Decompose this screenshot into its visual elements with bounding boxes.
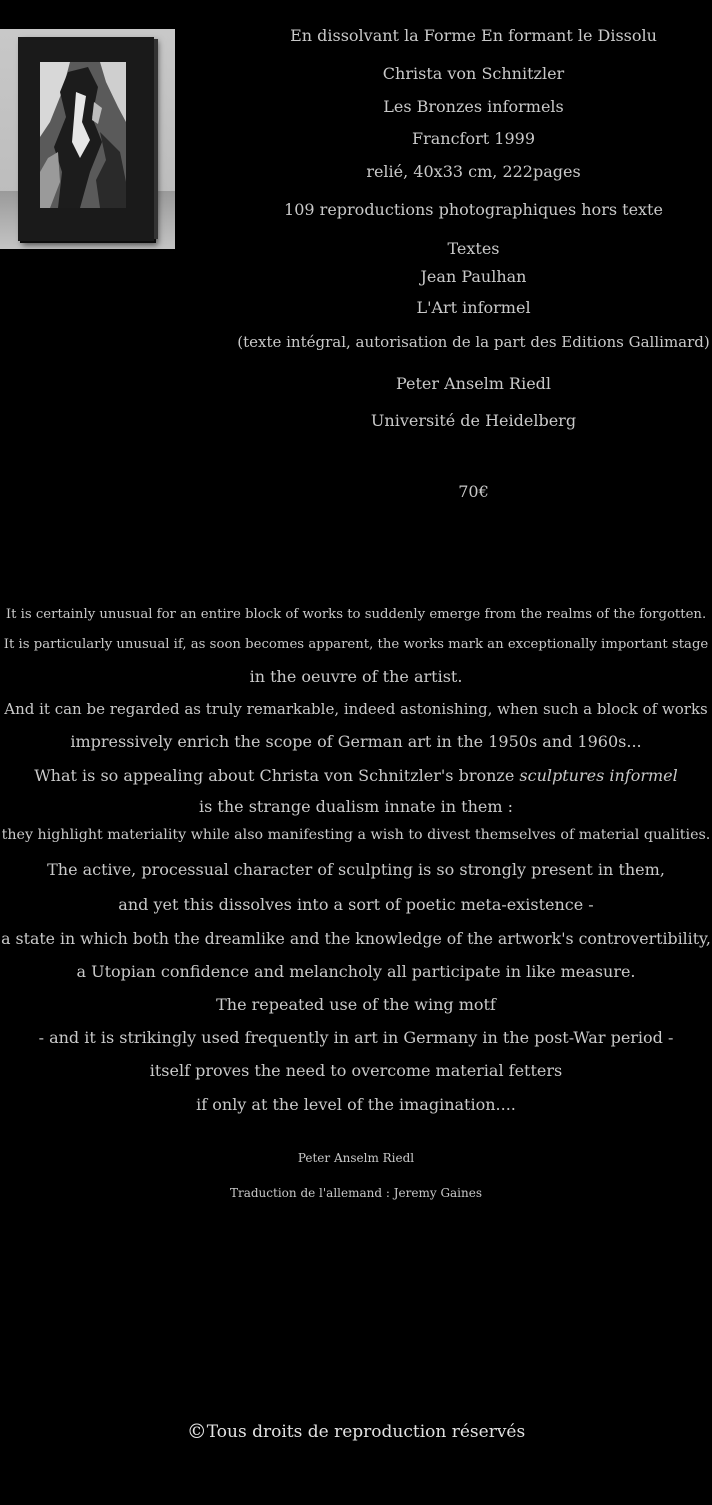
book-cover xyxy=(18,37,154,241)
book-cover-image xyxy=(0,29,175,249)
essay-line-4: And it can be regarded as truly remarkable, indeed astonishing, when such a block of works xyxy=(4,700,708,718)
essay-line-1: It is certainly unusual for an entire block of works to suddenly emerge from the realms of the forgotten. xyxy=(5,607,707,622)
essay-signature: Peter Anselm Riedl xyxy=(297,1151,415,1165)
copyright-icon: © xyxy=(186,1419,207,1443)
essay-line-3: in the oeuvre of the artist. xyxy=(249,667,463,686)
essay-line-13: - and it is strikingly used frequently in art in Germany in the post-War period - xyxy=(38,1028,674,1047)
essay-appeal-prefix: What is so appealing about Christa von Schnitzler's bronze xyxy=(34,766,520,785)
copyright-notice xyxy=(0,1419,712,1443)
essay-line-15: if only at the level of the imagination.... xyxy=(196,1095,516,1114)
text-author-riedl: Peter Anselm Riedl xyxy=(395,374,552,393)
sculpture-shape xyxy=(40,62,126,208)
essay-line-7: they highlight materiality while also manifesting a wish to divest themselves of material qualities. xyxy=(1,827,711,843)
essay-line-6: is the strange dualism innate in them : xyxy=(198,797,514,816)
copyright-text: Tous droits de reproduction réservés xyxy=(206,1422,526,1442)
book-author: Christa von Schnitzler xyxy=(382,64,565,83)
essay-line-14: itself proves the need to overcome material fetters xyxy=(149,1061,563,1080)
essay-line-appeal xyxy=(0,766,712,785)
book-format: relié, 40x33 cm, 222pages xyxy=(366,162,581,181)
book-subtitle: Les Bronzes informels xyxy=(383,97,564,116)
text-title-art-informel: L'Art informel xyxy=(416,298,531,317)
essay-line-8: The active, processual character of sculpting is so strongly present in them, xyxy=(47,860,665,879)
book-place-year: Francfort 1999 xyxy=(412,129,535,148)
essay-line-2: It is particularly unusual if, as soon becomes apparent, the works mark an exceptionally important stage xyxy=(3,637,709,652)
essay-line-9: and yet this dissolves into a sort of poetic meta-existence - xyxy=(118,895,594,914)
text-note-gallimard: (texte intégral, autorisation de la part des Editions Gallimard) xyxy=(237,333,710,351)
book-reproductions: 109 reproductions photographiques hors texte xyxy=(284,200,663,219)
book-title-line: En dissolvant la Forme En formant le Dissolu xyxy=(290,26,657,45)
text-affiliation-heidelberg: Université de Heidelberg xyxy=(370,411,577,430)
bronze-sculpture-photo xyxy=(40,62,126,208)
essay-line-5: impressively enrich the scope of German art in the 1950s and 1960s... xyxy=(70,732,642,751)
essay-line-11: a Utopian confidence and melancholy all participate in like measure. xyxy=(76,962,636,981)
book-spine xyxy=(154,39,158,239)
essay-line-10: a state in which both the dreamlike and the knowledge of the artwork's controvertibility, xyxy=(1,929,711,948)
texts-label: Textes xyxy=(447,239,500,258)
essay-line-12: The repeated use of the wing motf xyxy=(216,995,496,1014)
translation-credit: Traduction de l'allemand : Jeremy Gaines xyxy=(229,1186,483,1200)
book-price: 70€ xyxy=(458,482,489,501)
essay-appeal-italic: sculptures informel xyxy=(519,766,678,785)
text-author-paulhan: Jean Paulhan xyxy=(420,267,527,286)
